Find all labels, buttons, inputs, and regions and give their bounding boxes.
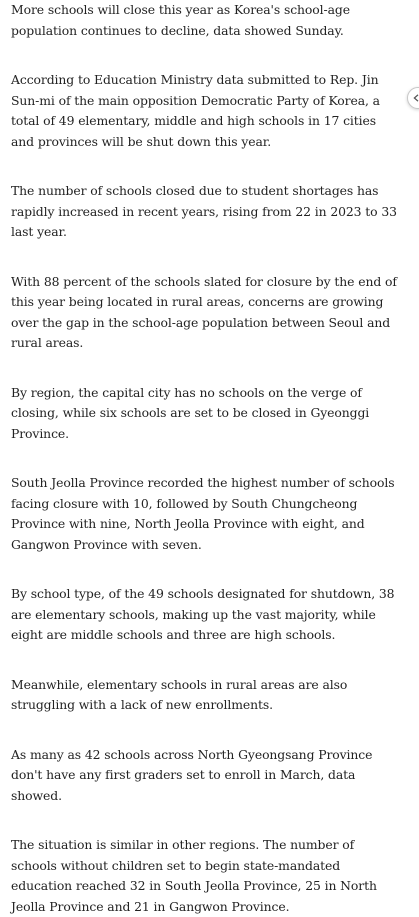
article-paragraph: With 88 percent of the schools slated for closure by the end of this year being located in rural areas, concerns are growing over the gap in the school-age population between Seoul and rural areas. [11,273,397,350]
article-body [11,0,401,917]
article-paragraph: The situation is similar in other regions. The number of schools without children set to begin state-mandated education reached 32 in South Jeolla Province, 25 in North Jeolla Province and 21 in Gangwon Province. [11,837,377,914]
side-panel-toggle-button[interactable] [407,87,419,109]
article-paragraph: According to Education Ministry data submitted to Rep. Jin Sun-mi of the main opposition Democratic Party of Korea, a total of 49 elementary, middle and high schools in 17 cities and provinces will be shut down this year. [11,72,380,149]
chevron-left-icon [413,94,419,102]
article-paragraph: By school type, of the 49 schools designated for shutdown, 38 are elementary schools, making up the vast majority, while eight are middle schools and three are high schools. [11,586,395,642]
article-paragraph: South Jeolla Province recorded the highest number of schools facing closure with 10, followed by South Chungcheong Province with nine, North Jeolla Province with eight, and Gangwon Province with seven. [11,475,395,552]
article-paragraph: Meanwhile, elementary schools in rural areas are also struggling with a lack of new enrollments. [11,676,348,712]
article-paragraph: By region, the capital city has no schools on the verge of closing, while six schools are set to be closed in Gyeonggi Province. [11,384,370,441]
article-paragraph: The number of schools closed due to student shortages has rapidly increased in recent years, rising from 22 in 2023 to 33 last year. [11,183,397,239]
article-paragraph: More schools will close this year as Korea's school-age population continues to decline, data showed Sunday. [11,2,350,38]
article-paragraph: As many as 42 schools across North Gyeongsang Province don't have any first graders set to enroll in March, data showed. [11,746,373,803]
